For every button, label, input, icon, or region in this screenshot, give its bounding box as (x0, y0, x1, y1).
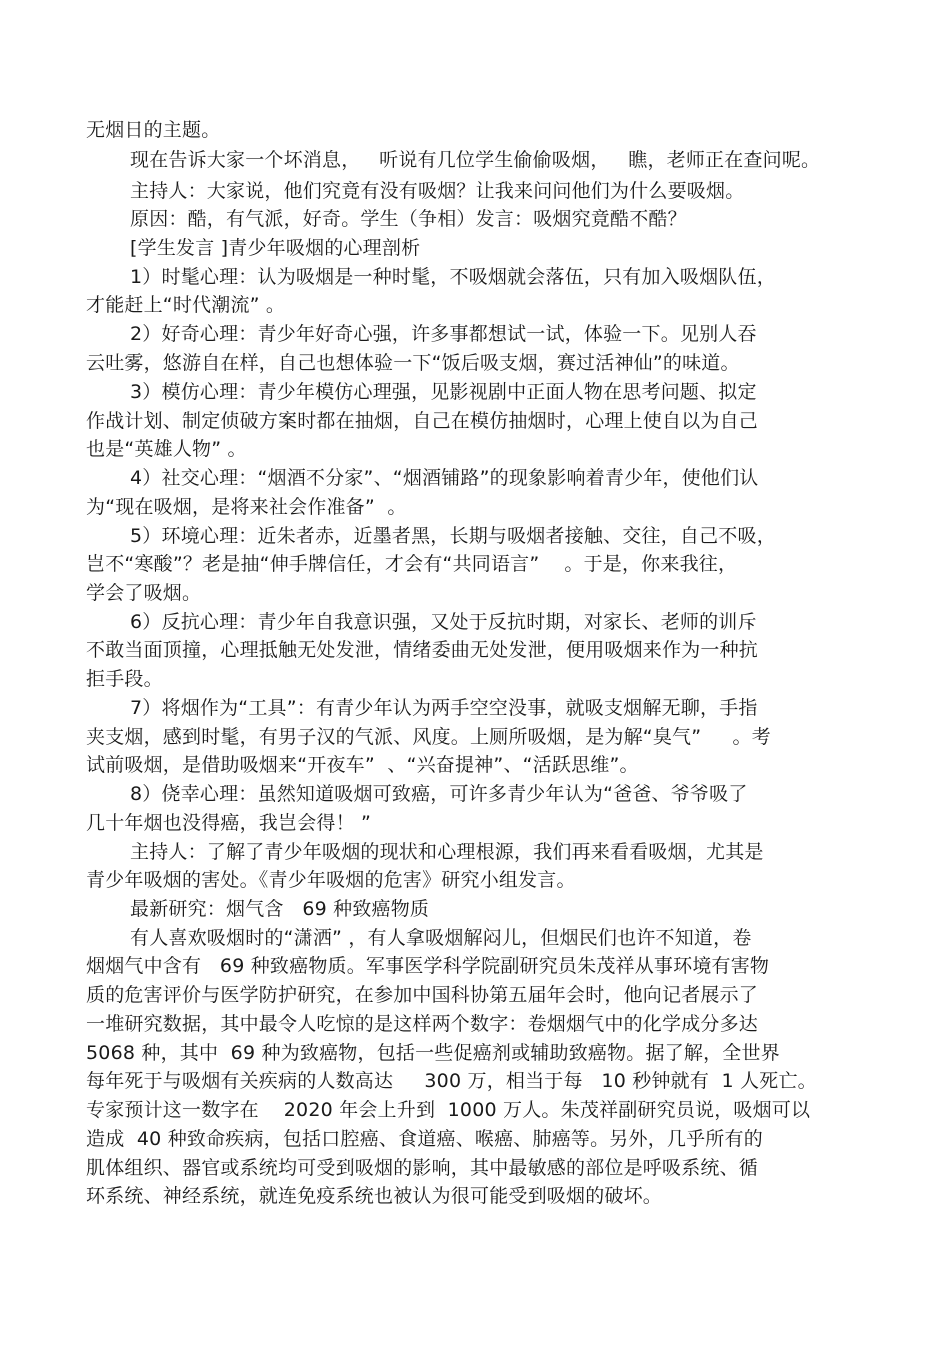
text-line: 5）环境心理：近朱者赤，近墨者黑，长期与吸烟者接触、交往，自己不吸， (130, 525, 776, 547)
text-line: 烟烟气中含有 69 种致癌物质。军事医学科学院副研究员朱茂祥从事环境有害物 (86, 955, 770, 977)
text-line: 作战计划、制定侦破方案时都在抽烟，自己在模仿抽烟时，心理上使自以为自己 (86, 410, 759, 432)
text-line: 才能赶上“时代潮流” 。 (86, 294, 286, 316)
text-line: 无烟日的主题。 (86, 119, 221, 141)
text-line: 学会了吸烟。 (86, 582, 202, 604)
text-line: 岂不“寒酸”？老是抽“伸手牌信任，才会有“共同语言” 。于是，你来我往， (86, 553, 738, 575)
section-heading: 最新研究：烟气含 69 种致癌物质 (130, 898, 430, 920)
text-line: 8）侥幸心理：虽然知道吸烟可致癌，可许多青少年认为“爸爸、爷爷吸了 (130, 783, 748, 805)
text-line: 有人喜欢吸烟时的“潇洒” ，有人拿吸烟解闷儿，但烟民们也许不知道，卷 (130, 927, 752, 949)
text-line: 6）反抗心理：青少年自我意识强，又处于反抗时期，对家长、老师的训斥 (130, 611, 757, 633)
text-line: 3）模仿心理：青少年模仿心理强，见影视剧中正面人物在思考问题、拟定 (130, 381, 757, 403)
text-line: 不敢当面顶撞，心理抵触无处发泄，情绪委曲无处发泄，便用吸烟来作为一种抗 (86, 639, 759, 661)
text-line: 肌体组织、器官或系统均可受到吸烟的影响，其中最敏感的部位是呼吸系统、循 (86, 1157, 759, 1179)
text-line: 造成 40 种致命疾病，包括口腔癌、食道癌、喉癌、肺癌等。另外，几乎所有的 (86, 1128, 763, 1150)
text-line: 试前吸烟，是借助吸烟来“开夜车” 、“兴奋提神”、“活跃思维”。 (86, 754, 639, 776)
text-line: 为“现在吸烟，是将来社会作准备” 。 (86, 496, 407, 518)
text-line: 一堆研究数据，其中最令人吃惊的是这样两个数字：卷烟烟气中的化学成分多达 (86, 1013, 759, 1035)
text-line: 1）时髦心理：认为吸烟是一种时髦，不吸烟就会落伍，只有加入吸烟队伍， (130, 266, 776, 288)
text-line: 现在告诉大家一个坏消息， 听说有几位学生偷偷吸烟， 瞧，老师正在查问呢。 (130, 149, 821, 171)
text-line: 拒手段。 (86, 668, 163, 690)
text-line: 原因：酷，有气派，好奇。学生（争相）发言：吸烟究竟酷不酷？ (130, 208, 687, 230)
text-line: 几十年烟也没得癌，我岂会得！ ” (86, 812, 372, 834)
text-line: 质的危害评价与医学防护研究，在参加中国科协第五届年会时，他向记者展示了 (86, 984, 759, 1006)
section-heading: [学生发言 ]青少年吸烟的心理剖析 (130, 237, 421, 259)
text-line: 夹支烟，感到时髦，有男子汉的气派、风度。上厕所吸烟，是为解“臭气” 。考 (86, 726, 771, 748)
text-line: 云吐雾，悠游自在样，自己也想体验一下“饭后吸支烟，赛过活神仙”的味道。 (86, 352, 740, 374)
text-line: 主持人：大家说，他们究竟有没有吸烟？让我来问问他们为什么要吸烟。 (130, 180, 745, 202)
text-line: 2）好奇心理：青少年好奇心强，许多事都想试一试，体验一下。见别人吞 (130, 323, 757, 345)
text-line: 也是“英雄人物” 。 (86, 438, 247, 460)
text-line: 7）将烟作为“工具”：有青少年认为两手空空没事，就吸支烟解无聊，手指 (130, 697, 758, 719)
text-line: 每年死于与吸烟有关疾病的人数高达 300 万，相当于每 10 秒钟就有 1 人死亡。 (86, 1070, 817, 1092)
text-line: 专家预计这一数字在 2020 年会上升到 1000 万人。朱茂祥副研究员说，吸烟可以 (86, 1099, 811, 1121)
text-line: 环系统、神经系统，就连免疫系统也被认为很可能受到吸烟的破坏。 (86, 1185, 663, 1207)
text-line: 4）社交心理：“烟酒不分家”、“烟酒铺路”的现象影响着青少年，使他们认 (130, 467, 759, 489)
text-line: 主持人：了解了青少年吸烟的现状和心理根源，我们再来看看吸烟，尤其是 (130, 841, 764, 863)
text-line: 5068 种，其中 69 种为致癌物，包括一些促癌剂或辅助致癌物。据了解，全世界 (86, 1042, 780, 1064)
text-line: 青少年吸烟的害处。《青少年吸烟的危害》研究小组发言。 (86, 869, 576, 891)
